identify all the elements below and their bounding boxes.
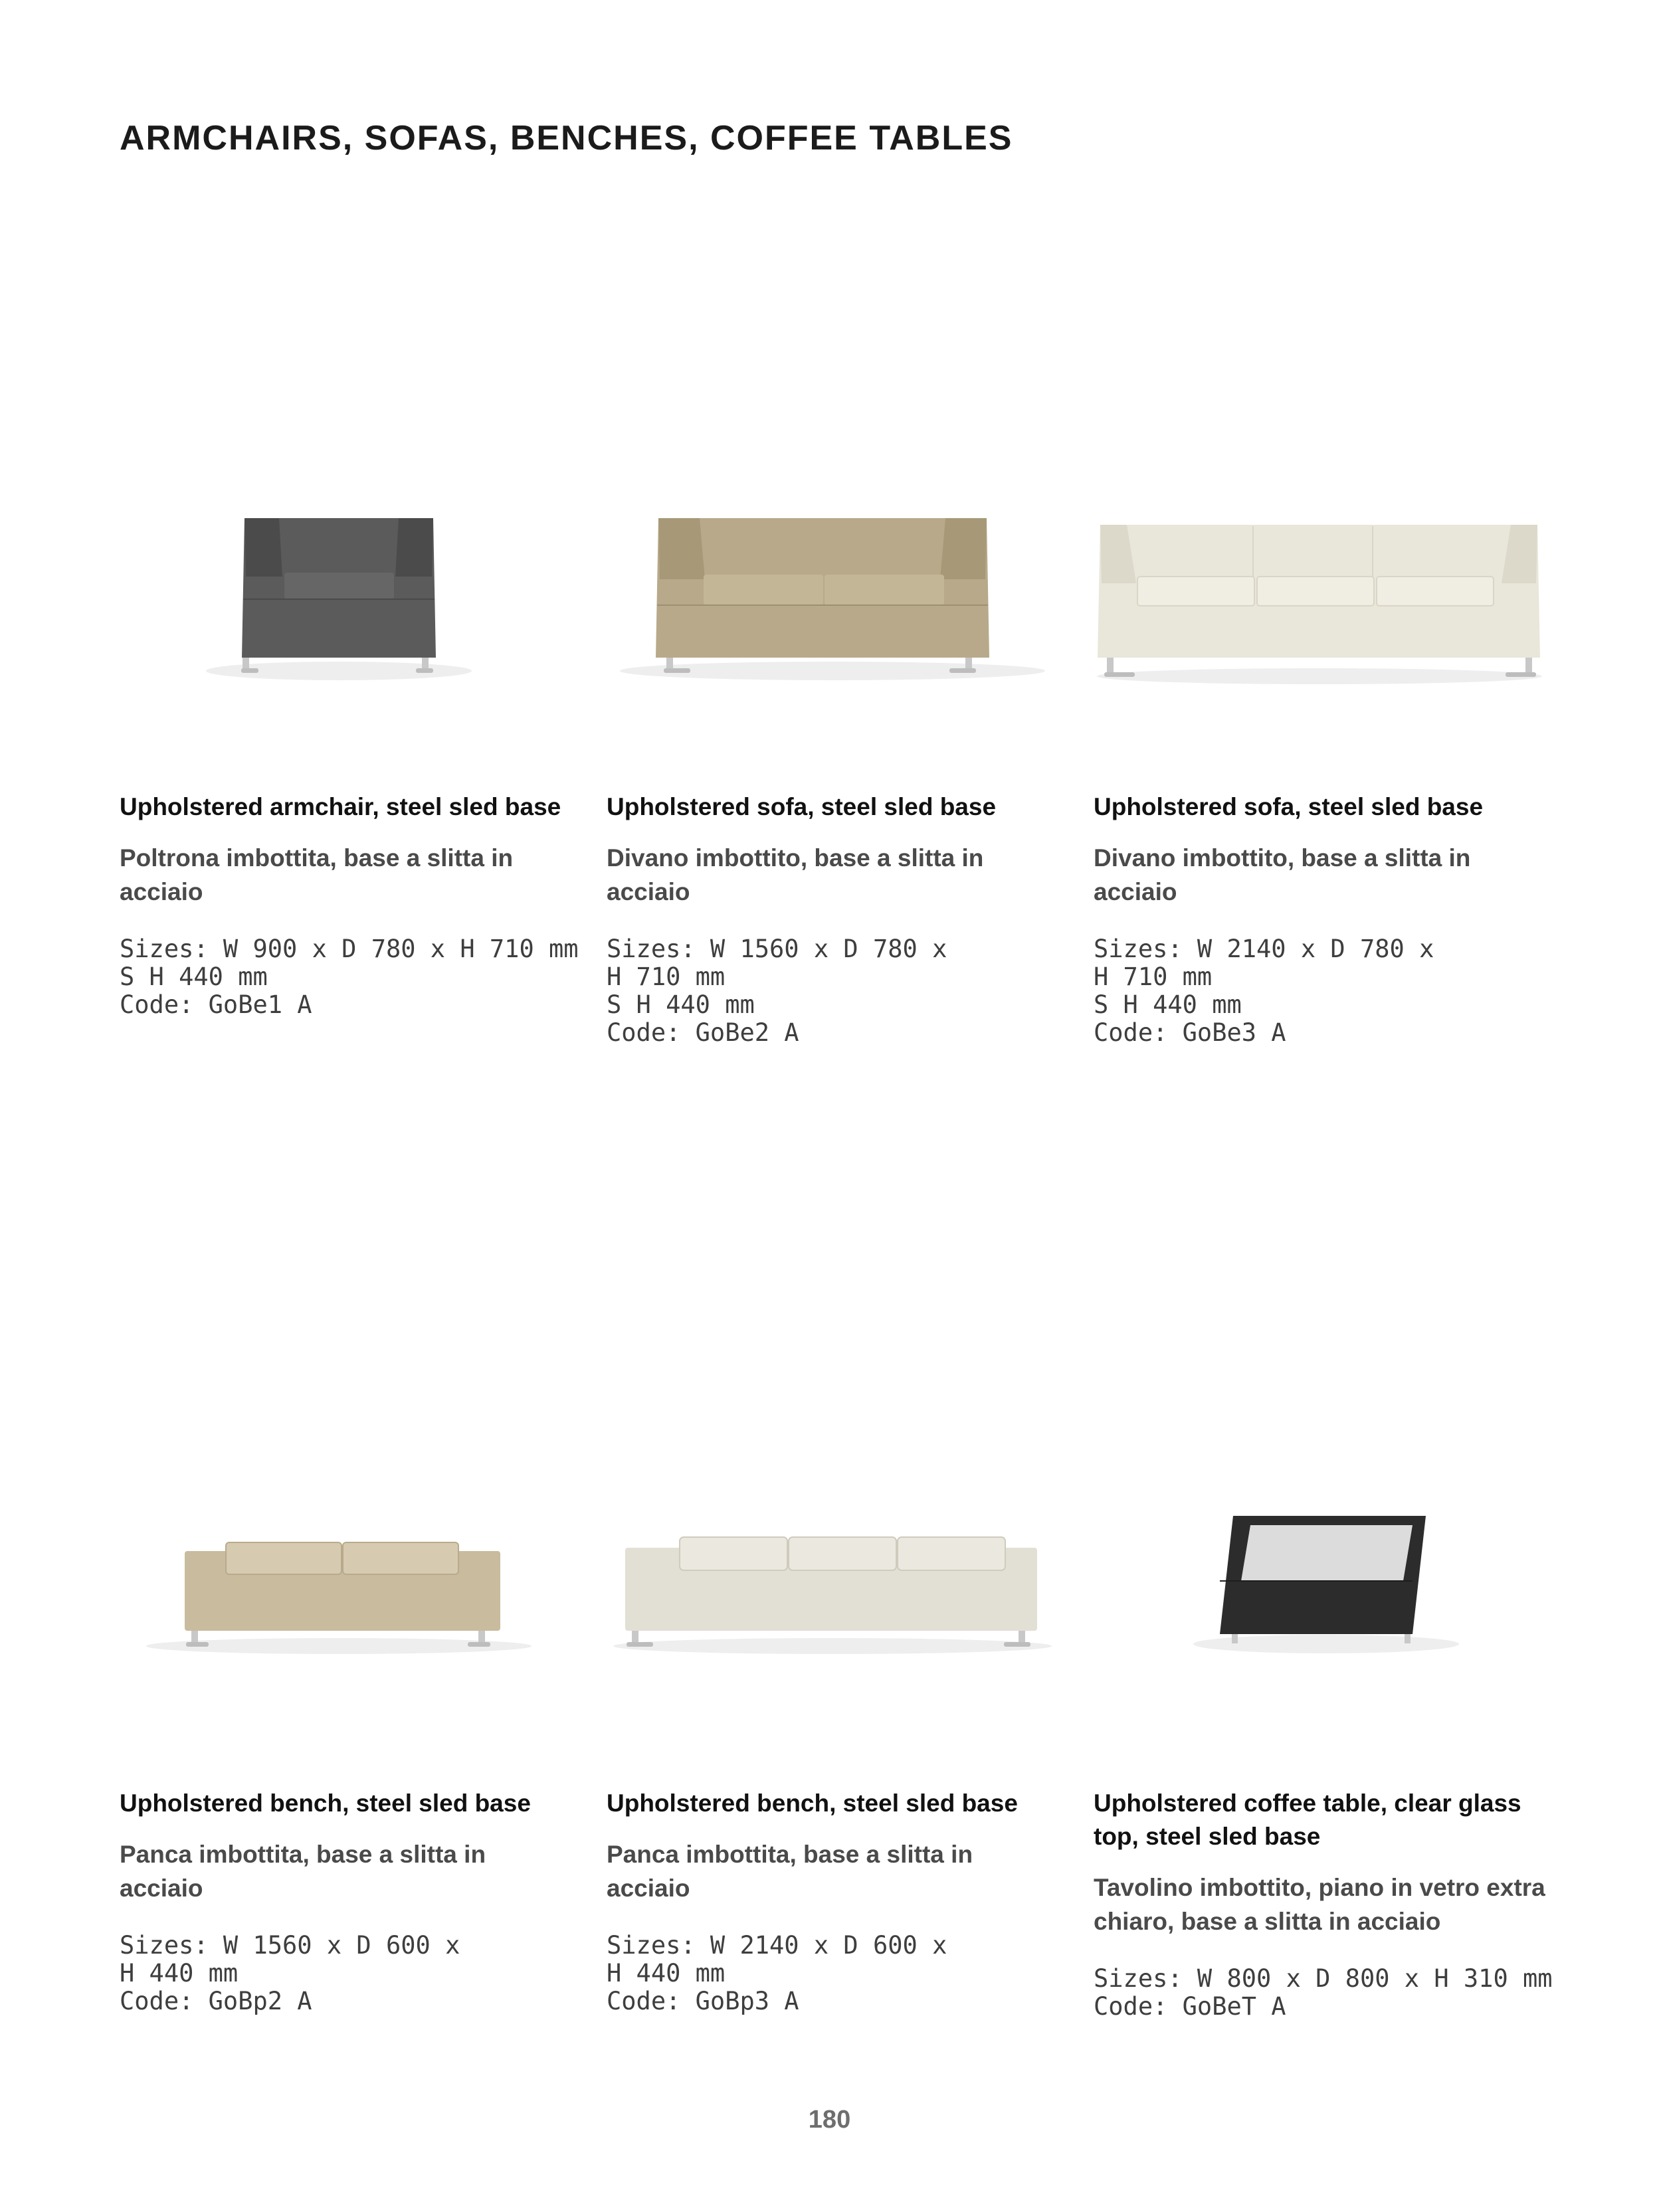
spec-line: Sizes: W 2140 x D 780 x (1094, 935, 1434, 963)
two-seat-bench-photo (120, 1461, 571, 1740)
product-name-it: Panca imbottita, base a slitta in acciaio (120, 1841, 486, 1902)
product-name-it: Divano imbottito, base a slitta in acciaio (607, 844, 984, 905)
two-seater-sofa-photo (607, 425, 1058, 704)
armchair-photo (120, 425, 571, 704)
spec-line: S H 440 mm (120, 963, 268, 991)
three-seat-bench-photo (607, 1461, 1058, 1740)
two-seat-bench-icon (146, 1542, 532, 1654)
page-number: 180 (808, 2106, 851, 2134)
product-name-en: Upholstered sofa, steel sled base (607, 793, 997, 820)
spec-line: H 440 mm (607, 1959, 726, 1987)
spec-line: Code: GoBp3 A (607, 1987, 799, 2015)
product-specs (1094, 935, 1545, 1047)
product-name-en: Upholstered bench, steel sled base (607, 1790, 1018, 1817)
product-name-it: Poltrona imbottita, base a slitta in acciaio (120, 844, 514, 905)
product-specs (1094, 1964, 1553, 2021)
coffee-table-icon (1193, 1516, 1459, 1653)
spec-line: Code: GoBe2 A (607, 1018, 799, 1047)
spec-line: Sizes: W 1560 x D 600 x (120, 1931, 460, 1960)
product-name-en: Upholstered bench, steel sled base (120, 1790, 531, 1817)
product-name-en: Upholstered armchair, steel sled base (120, 793, 561, 820)
spec-line: Sizes: W 900 x D 780 x H 710 mm (120, 935, 579, 963)
product-name-it: Panca imbottita, base a slitta in acciaio (607, 1841, 973, 1902)
two-seater-sofa-icon (620, 518, 1045, 680)
three-seat-bench-icon (613, 1537, 1052, 1654)
spec-line: Code: GoBe3 A (1094, 1018, 1286, 1047)
spec-line: Sizes: W 800 x D 800 x H 310 mm (1094, 1964, 1553, 1993)
product-name-en: Upholstered sofa, steel sled base (1094, 793, 1484, 820)
product-specs (120, 1932, 571, 2015)
product-name-it: Tavolino imbottito, piano in vetro extra chiaro, base a slitta in acciaio (1094, 1874, 1545, 1935)
spec-line: Code: GoBp2 A (120, 1987, 312, 2015)
product-specs (120, 935, 579, 1019)
spec-line: Sizes: W 1560 x D 780 x (607, 935, 947, 963)
product-name-en: Upholstered coffee table, clear glass top, steel sled base (1094, 1790, 1521, 1850)
spec-line: Sizes: W 2140 x D 600 x (607, 1931, 947, 1960)
spec-line: Code: GoBe1 A (120, 990, 312, 1019)
spec-line: S H 440 mm (1094, 990, 1242, 1019)
coffee-table-photo (1094, 1461, 1545, 1740)
armchair-icon (206, 518, 472, 680)
three-seater-sofa-photo (1094, 425, 1545, 704)
spec-line: Code: GoBeT A (1094, 1992, 1286, 2021)
three-seater-sofa-icon (1097, 525, 1542, 684)
spec-line: H 710 mm (1094, 963, 1213, 991)
spec-line: H 440 mm (120, 1959, 239, 1987)
product-name-it: Divano imbottito, base a slitta in acciaio (1094, 844, 1471, 905)
page-title: ARMCHAIRS, SOFAS, BENCHES, COFFEE TABLES (120, 119, 1013, 157)
product-specs (607, 935, 1058, 1047)
spec-line: H 710 mm (607, 963, 726, 991)
product-specs (607, 1932, 1058, 2015)
spec-line: S H 440 mm (607, 990, 755, 1019)
